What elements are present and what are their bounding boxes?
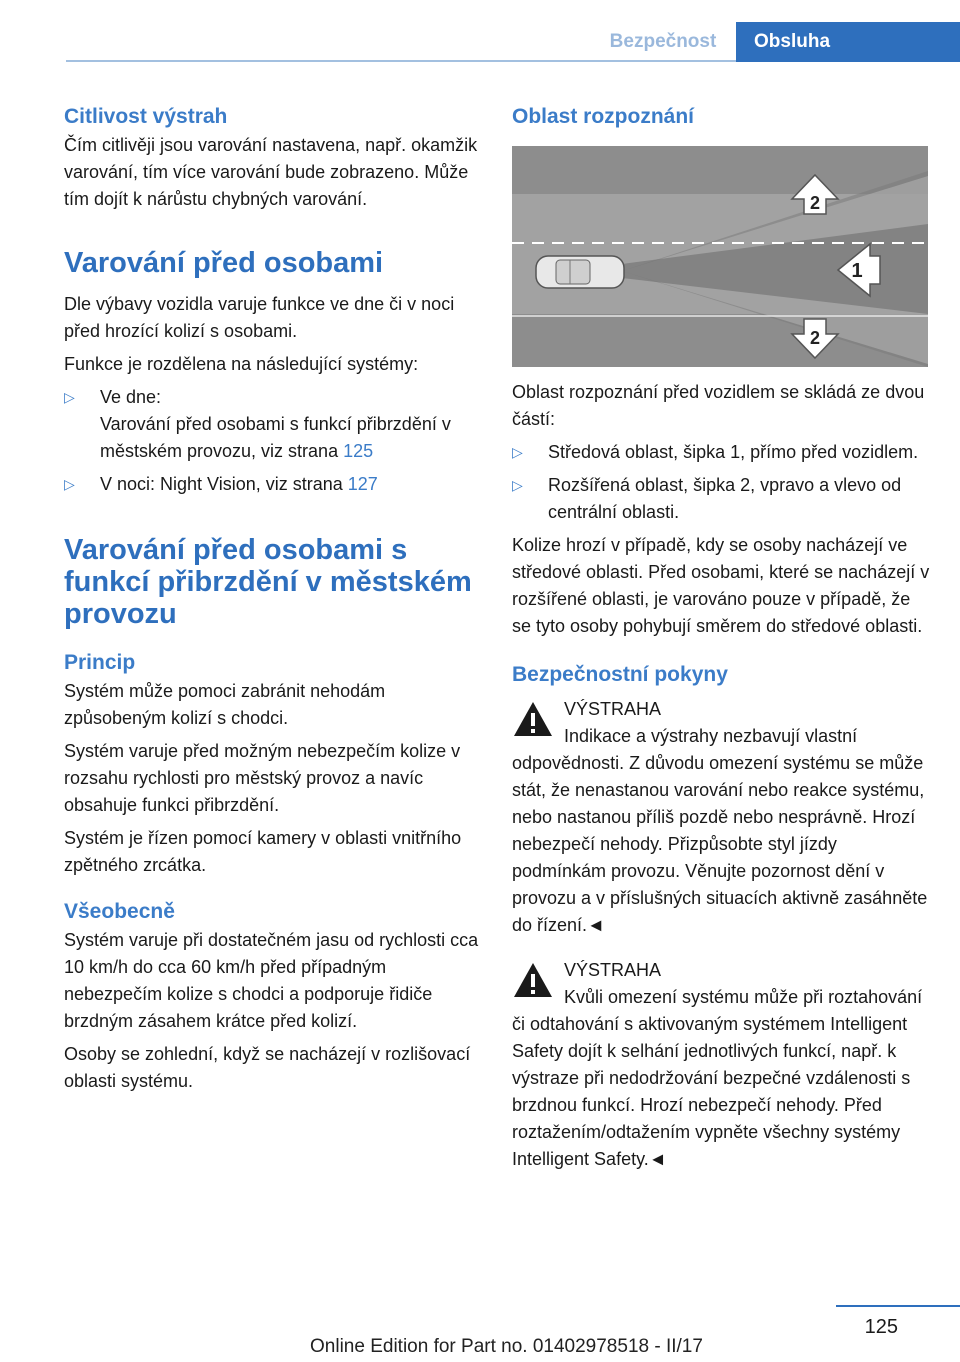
detection-area-heading: Oblast rozpoznání	[512, 105, 695, 128]
area-text-1: Oblast rozpoznání před vozidlem se skládá ze dvou částí:	[512, 382, 925, 429]
bullet-triangle-icon: ▷	[512, 477, 523, 493]
day-text	[100, 411, 484, 465]
equipment-text: Dle výbavy vozidla varuje funkce ve dne či v noci před hrozící kolizí s osobami.	[64, 294, 455, 341]
divided-text: Funkce je rozdělena na následující systémy:	[64, 354, 419, 374]
sensitivity-heading: Citlivost výstrah	[64, 105, 228, 128]
principle-p3: Systém je řízen pomocí kamery v oblasti vnitřního zpětného zrcátka.	[64, 828, 462, 875]
list-item	[64, 384, 484, 465]
night-text: V noci: Night Vision, viz strana	[100, 474, 348, 494]
right-column	[512, 102, 930, 1173]
warning-title: VÝSTRAHA	[564, 699, 662, 719]
footer-rule	[836, 1305, 960, 1307]
bullet-triangle-icon: ▷	[64, 476, 75, 492]
warning-block	[512, 957, 930, 1173]
central-area-text: Středová oblast, šipka 1, přímo před vozidlem.	[548, 442, 919, 462]
persons-warning-heading: Varování před osobami	[64, 247, 384, 279]
tab-safety[interactable]: Bezpečnost	[609, 31, 717, 52]
safety-heading: Bezpečnostní pokyny	[512, 663, 728, 686]
sensitivity-text: Čím citlivěji jsou varování nastavena, např. okamžik varování, tím více varování bude zobrazeno. Může tím dojít k nárůstu chybných varování.	[64, 135, 478, 209]
bullet-triangle-icon: ▷	[64, 389, 75, 405]
warning-text: Kvůli omezení systému může při roztahování či odtahování s aktivovaným systémem Intelligent Safety dojít k selhání jednotlivých funkcí, např. k výstraze při nedodržování bezpečné vzdálenosti s brzdnou funkcí. Hrozí nebezpečí nehody. Před roztažením/odtažením vypněte všechny systémy Intelligent Safety.◄	[512, 987, 923, 1169]
day-label: Ve dne:	[100, 387, 162, 407]
principle-p1: Systém může pomoci zabránit nehodám způsobeným kolizí s chodci.	[64, 681, 386, 728]
general-p1: Systém varuje při dostatečném jasu od rychlosti cca 10 km/h do cca 60 km/h před případným nebezpečím kolize s chodci a podporuje řidiče brzdným zásahem krátce před kolizí.	[64, 930, 479, 1031]
bullet-triangle-icon: ▷	[512, 444, 523, 460]
warning-text: Indikace a výstrahy nezbavují vlastní odpovědnosti. Z důvodu omezení systému se může stát, že nenastanou varování nebo reakce systému, nebo nastanou příliš pozdě nebo nesprávně. Hrozí nebezpečí nehody. Přizpůsobte styl jízdy podmínkám provozu. Věnujte pozornost dění v provozu a v příslušných situacích aktivně zasáhněte do řízení.◄	[512, 726, 928, 935]
principle-heading: Princip	[64, 651, 136, 674]
area-text-2: Kolize hrozí v případě, kdy se osoby nacházejí ve středové oblasti. Před osobami, které se nacházejí v rozšířené oblasti, je varováno pouze v případě, že se tyto osoby pohybují směrem do středové oblasti.	[512, 535, 930, 636]
city-braking-heading: Varování před osobami s funkcí přibrzdění v městském provozu	[64, 534, 472, 630]
edition-footer: Online Edition for Part no. 01402978518 - II/17	[310, 1336, 703, 1357]
page-link-125[interactable]: 125	[343, 441, 374, 461]
page-link-127[interactable]: 127	[347, 474, 378, 494]
principle-p2: Systém varuje před možným nebezpečím kolize v rozsahu rychlosti pro městský provoz a navíc obsahuje funkci přibrzdění.	[64, 741, 461, 815]
list-item	[512, 439, 930, 466]
page-number: 125	[864, 1316, 898, 1338]
general-p2: Osoby se zohlední, když se nacházejí v rozlišovací oblasti systému.	[64, 1044, 471, 1091]
general-heading: Všeobecně	[64, 900, 175, 923]
left-column	[64, 102, 484, 1101]
car-icon	[536, 256, 624, 288]
extended-area-text: Rozšířená oblast, šipka 2, vpravo a vlevo od centrální oblasti.	[548, 475, 902, 522]
warning-title: VÝSTRAHA	[564, 960, 662, 980]
detection-area-figure	[512, 146, 928, 367]
tab-operation[interactable]: Obsluha	[736, 22, 960, 62]
arrow-1-label: 1	[851, 260, 863, 282]
list-item	[512, 472, 930, 526]
list-item	[64, 471, 484, 498]
arrow-2-top-label: 2	[809, 193, 821, 213]
day-description: Varování před osobami s funkcí přibrzdění v městském provozu, viz strana	[100, 414, 451, 461]
arrow-2-bottom-label: 2	[809, 328, 821, 348]
warning-block	[512, 696, 930, 939]
